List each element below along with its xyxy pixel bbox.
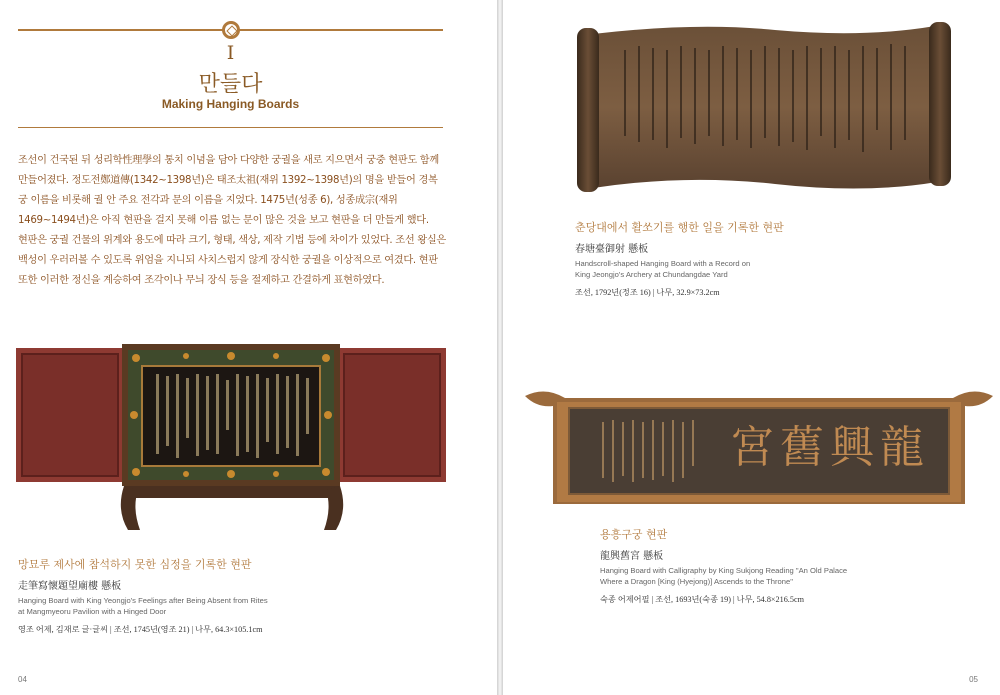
right-page — [503, 0, 1000, 695]
caption-english-line: Handscroll-shaped Hanging Board with a Record on — [575, 259, 751, 268]
caption-title-hanja: 春塘臺御射 懸板 — [575, 244, 649, 255]
section-title-english: Making Hanging Boards — [161, 97, 300, 111]
section-numeral: I — [226, 42, 235, 64]
caption-english-line: Hanging Board with Calligraphy by King Sukjong Reading "An Old Palace — [600, 566, 848, 575]
caption-english-line: Hanging Board with King Yeongjo's Feelings after Being Absent from Rites — [18, 596, 268, 605]
handscroll-hanging-board-image — [575, 20, 953, 198]
caption-title-korean: 망묘루 제사에 참석하지 못한 심정을 기록한 현판 — [18, 558, 252, 571]
top-artifact-caption — [575, 219, 784, 298]
caption-title-hanja: 走筆寫懷題望廟樓 懸板 — [18, 581, 122, 592]
board-inscription: 龍興舊宮 — [730, 422, 930, 473]
caption-title-english — [600, 565, 847, 587]
caption-meta: 숙종 어제어필 | 조선, 1693년(숙종 19) | 나무, 54.8×216.5cm — [600, 595, 804, 604]
caption-english-line: at Mangmyeoru Pavilion with a Hinged Door — [18, 607, 167, 616]
page-number: 04 — [18, 675, 27, 684]
caption-title-hanja: 龍興舊宮 懸板 — [600, 551, 664, 562]
caption-title-english — [575, 258, 784, 280]
hinged-door-hanging-board-image — [16, 340, 446, 540]
section-title-korean: 만들다 — [198, 72, 263, 97]
caption-english-line: Where a Dragon [King (Hyejong)] Ascends to the Throne" — [600, 577, 793, 586]
body-text — [18, 151, 446, 291]
yongheung-gugung-board-image — [525, 386, 993, 510]
caption-english-line: King Jeongjo's Archery at Chundangdae Yard — [575, 270, 728, 279]
bottom-artifact-caption — [600, 526, 847, 605]
artifact-caption — [18, 556, 268, 635]
caption-title-korean: 용흥구궁 현판 — [600, 528, 668, 541]
caption-meta: 조선, 1792년(정조 16) | 나무, 32.9×73.2cm — [575, 288, 720, 297]
caption-title-english — [18, 595, 268, 617]
header-bottom-rule — [18, 127, 443, 128]
page-number: 05 — [969, 675, 978, 684]
caption-meta: 영조 어제, 김재로 글·글씨 | 조선, 1745년(영조 21) | 나무, 64.3×105.1cm — [18, 625, 263, 634]
body-paragraph: 조선이 건국된 뒤 성리학性理學의 통치 이념을 담아 다양한 궁궐을 새로 지으면서 궁중 현판도 함께 만들어졌다. 정도전鄭道傳(1342~1398년)은 태조太祖(재위 1392~1398년)의 명을 받들어 경복궁 이름을 비롯해 궐 안 주요 전각과 문의 이름을 지었다. 1475년(성종 6), 성종成宗(재위 1469~1494년)은 아직 현판을 걸지 못해 이름 없는 문이 많은 것을 보고 현판을 더 만들게 했다. — [18, 155, 439, 226]
knot-ornament-icon — [222, 21, 240, 39]
left-page — [0, 0, 497, 695]
body-paragraph: 현판은 궁궐 건물의 위계와 용도에 따라 크기, 형태, 색상, 제작 기법 등에 차이가 있었다. 조선 왕실은 백성이 우러러볼 수 있도록 위엄을 지니되 사치스럽지 않게 장식한 궁궐을 이상적으로 여겼다. 현판 또한 이러한 정신을 계승하여 조각이나 무늬 장식 등을 절제하고 간결하게 표현하였다. — [18, 235, 446, 286]
caption-title-korean: 춘당대에서 활쏘기를 행한 일을 기록한 현판 — [575, 221, 784, 234]
